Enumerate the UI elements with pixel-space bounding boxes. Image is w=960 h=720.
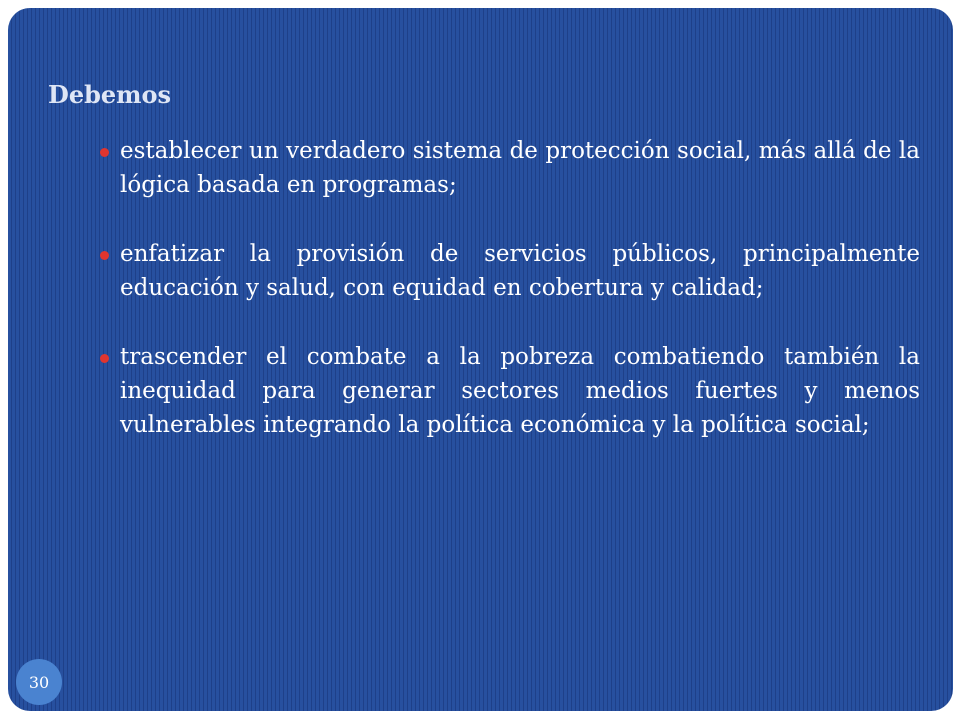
bullet-text: trascender el combate a la pobreza combatiendo también la inequidad para generar sectores medios fuertes y menos vulnerables integrando la política económica y la política social; xyxy=(120,344,920,438)
bullet-list xyxy=(100,134,920,477)
slide xyxy=(8,8,953,711)
bullet-dot-icon xyxy=(100,354,109,363)
bullet-text: establecer un verdadero sistema de protección social, más allá de la lógica basada en programas; xyxy=(120,138,920,198)
bullet-item xyxy=(100,134,920,202)
bullet-dot-icon xyxy=(100,148,109,157)
page-number: 30 xyxy=(16,659,62,705)
bullet-item xyxy=(100,237,920,305)
slide-heading: Debemos xyxy=(48,80,172,109)
bullet-item xyxy=(100,340,920,442)
bullet-dot-icon xyxy=(100,251,109,260)
bullet-text: enfatizar la provisión de servicios públicos, principalmente educación y salud, con equidad en cobertura y calidad; xyxy=(120,241,920,301)
